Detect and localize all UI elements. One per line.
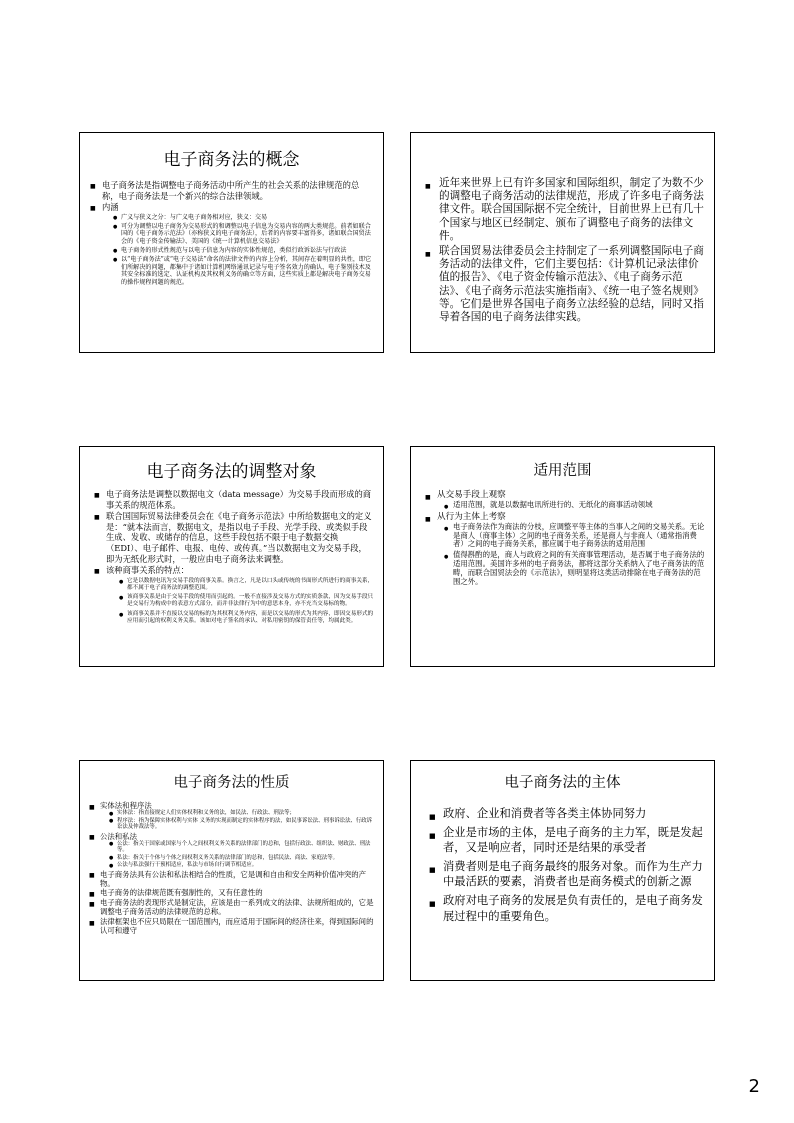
slide-title: 电子商务法的概念 <box>163 150 300 170</box>
sub-bullet-item: ● 以“电子商务法”或“电子交易法”命名的法律文件的内容上分析，其间存在着明显的共性，即它们所解决的问题，都集中于诸如计算机网络通讯记录与电子签名效力的确认、电子鉴别技术及其安全标准的选定、认证机构及其权利义务的确立等方面，这些实质上都是解决电子商务交易的操作规程问题的规范。 <box>112 256 373 286</box>
bullet-item: ■ 企业是市场的主体，是电子商务的主力军，既是发起者，又是响应者，同时还是结果的承受者 <box>427 825 706 856</box>
sub-bullet-item: ● 公法与私法强行干预相适应，私法与市场自行调节相适应。 <box>108 862 377 869</box>
sub-bullet-item: ● 程序法：指为保障实体权利与实体 义务的实现而制定的实体程序的法，如民事诉讼法、刑事诉讼法、行政诉讼法及仲裁法等。 <box>108 818 377 831</box>
slide-title: 电子商务法的主体 <box>504 775 621 791</box>
bullet-item: 公法和私法 <box>100 831 137 841</box>
bullet-item: 从行为主体上考察 <box>437 511 506 522</box>
bullet-item: ■ 政府、企业和消费者等各类主体协同努力 <box>427 806 706 822</box>
sub-bullet-item: ● 公法：指关于国家或国家与个人之间权利义务关系的法律部门的总和，包括行政法、组织法、财政法、刑法等。 <box>108 841 377 854</box>
sub-bullet-item: ● 电子商务的形式性规范与以电子信息为内容的实体性规范，类似行政诉讼法与行政法 <box>112 247 373 255</box>
slide-title: 适用范围 <box>533 463 592 479</box>
sub-bullet-item: ● 适用范围，就是以数据电讯所进行的、无纸化的商事活动领域 <box>443 501 706 510</box>
sub-bullet-item: ● 实体法：指直接规定人们实体权利和义务的法，如民法、行政法、刑法等； <box>108 810 377 817</box>
bullet-item: ■ 电子商务的法律规范既有强制性的，又有任意性的 <box>88 888 377 897</box>
slide-6 <box>410 760 715 981</box>
slide-title: 电子商务法的调整对象 <box>146 462 317 482</box>
slide-2 <box>410 132 715 353</box>
slide-1 <box>79 132 384 353</box>
bullet-item: 实体法和程序法 <box>100 801 152 810</box>
bullet-group <box>88 202 373 286</box>
bullet-item: ■ 近年来世界上已有许多国家和国际组织，制定了为数不少的调整电子商务活动的法律规范，形成了许多电子商务法律文件。联合国国际据不完全统计，目前世界上已有几十个国家与地区已经制定、颁布了调整电子商务的法律文件。 <box>423 177 704 243</box>
bullet-item: ■ 电子商务法是调整以数据电文（data message）为交易手段而形成的商事关系的规范体系。 <box>92 489 375 510</box>
bullet-item: 内涵 <box>102 202 119 212</box>
sub-bullet-item: ● 私法：指关于个体与个体之间权利义务关系的法律部门的总和，包括民法、商法、家庭法等。 <box>108 855 377 862</box>
bullet-item: ■ 电子商务法的表现形式是制定法，应该是由一系列成文的法律、法规所组成的，它是调整电子商务活动的法律规范的总称。 <box>88 898 377 916</box>
bullet-item: ■ 联合国贸易法律委员会主持制定了一系列调整国际电子商务活动的法律文件，它们主要包括：《计算机记录法律价值的报告》、《电子资金传输示范法》、《电子商务示范法》、《电子商务示范法实施指南》、《统一电子签名规则》等。它们是世界各国电子商务立法经验的总结，同时又指导着各国的电子商务法律实践。 <box>423 245 704 324</box>
sub-bullet-item: ● 电子商务法作为商法的分枝，应调整平等主体的当事人之间的交易关系。无论是商人（商事主体）之间的电子商务关系，还是商人与非商人（通常指消费者）之间的电子商务关系，都应属于电子商务法的适用范围 <box>443 523 706 549</box>
bullet-item: ■ 法律框架也不应只局限在一国范围内，而应适用于国际间的经济往来，得到国际间的认可和遵守 <box>88 917 377 935</box>
bullet-group <box>423 490 706 510</box>
sub-bullet-item: ● 值得斟酌的是，商人与政府之间的有关商事管理活动，是否属于电子商务法的适用范围。美国许多州的电子商务法，都将这部分关系纳入了电子商务法的范畴，而联合国贸法会的《示范法》，则明显将这类活动排除在电子商务法的范围之外。 <box>443 551 706 586</box>
sub-bullet-item: ● 该商事关系并不直接以交易的标的为其权利义务内容，而是以交易的形式为其内容，即因交易形式的应用而引起的权利义务关系。该如对电子签名的承认、对私用密钥的保管责任等，均属此类。 <box>118 611 375 625</box>
slide-title: 电子商务法的性质 <box>173 775 290 791</box>
bullet-item: 该种商事关系的特点： <box>106 565 189 576</box>
bullet-item: ■ 消费者则是电子商务最终的服务对象。而作为生产力中最活跃的要素，消费者也是商务模式的创新之源 <box>427 859 706 890</box>
sub-bullet-item: ● 它是以数据电讯为交易手段的商事关系。换言之，凡是以口头或传统的书面形式所进行的商事关系，都不属于电子商务法的调整范围。 <box>118 578 375 592</box>
bullet-item: ■ 联合国国际贸易法律委员会在《电子商务示范法》中所给数据电文的定义是：“就本法而言，数据电文，是指以电子手段、光学手段、或类似手段生成、发收、或储存的信息，这些手段包括不限于电子数据交换（EDI）、电子邮件、电报、电传、或传真。”当以数据电文为交易手段，即为无纸化形式时，一般应由电子商务法来调整。 <box>92 511 375 564</box>
bullet-item: ■ 政府对电子商务的发展是负有责任的，是电子商务发展过程中的重要角色。 <box>427 893 706 924</box>
bullet-item: ■ 电子商务法是指调整电子商务活动中所产生的社会关系的法律规范的总称，电子商务法是一个新兴的综合法律领域。 <box>88 180 373 201</box>
slide-5 <box>79 760 384 981</box>
sub-bullet-item: ● 可分为调整以电子商务为交易形式的和调整以电子信息为交易内容的两大类规范。前者如联合国的《电子商务示范法》（亦称狭义的电子商务法），后者的内容要丰富得多，诸如联合国贸法会的《电子资金传输法》、美国的《统一计算机信息交易法》 <box>112 223 373 246</box>
sub-bullet-item: ● 广义与狭义之分：与广义电子商务相对应，狭义：交易 <box>112 214 373 222</box>
bullet-item: 从交易手段上观察 <box>437 490 506 500</box>
bullet-group <box>423 512 706 587</box>
sub-bullet-item: ● 该商事关系是由于交易手段的使用而引起的。一般不直接涉及交易方式的实质条款，因为交易手段只是交易行为构成中的表意方式部分，而并非法律行为中的意思本身，亦不充当交易标的物。 <box>118 594 375 608</box>
page-number: 2 <box>748 1076 760 1097</box>
bullet-item: ■ 电子商务法具有公法和私法相结合的性质，它是调和自由和安全两种价值冲突的产物。 <box>88 870 377 888</box>
slide-3 <box>79 446 384 667</box>
bullet-group <box>88 801 377 831</box>
slide-4 <box>410 446 715 667</box>
bullet-group <box>88 832 377 869</box>
bullet-group <box>92 565 375 625</box>
